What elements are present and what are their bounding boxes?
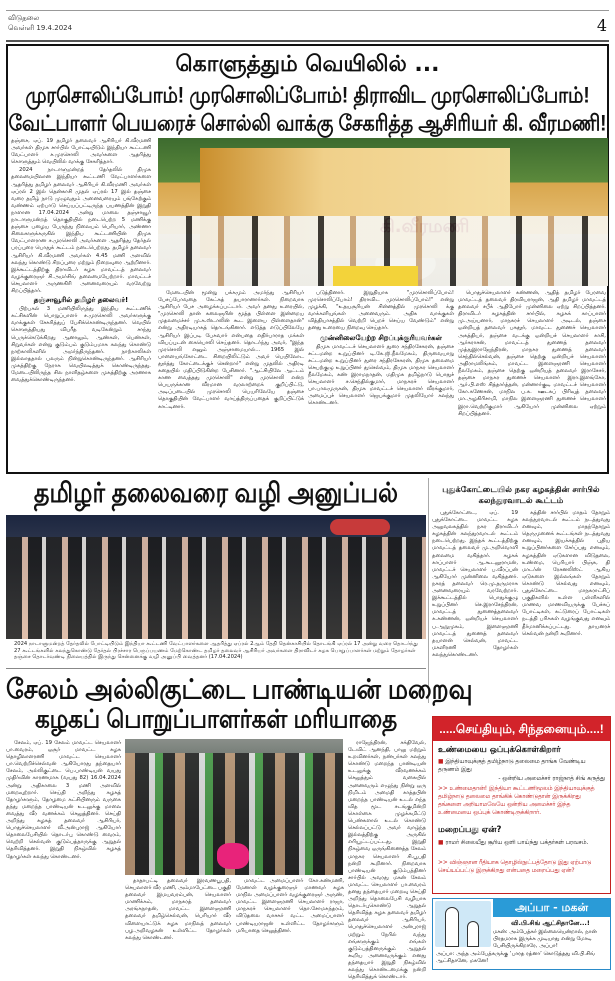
headline-line-2: முரசொலிப்போம்! முரசொலிப்போம்! திராவிட முரசொலிப்போம்!	[25, 84, 590, 109]
railway-station-group-photo	[6, 515, 426, 639]
issue-date: வெள்ளி 19.4.2024	[8, 24, 73, 32]
salem-column-1	[6, 740, 121, 970]
comment-text: >> விஞ்ஞான ரீதியாக தொழில்நுட்பத்தோடு இது ஏற்பாடு செய்யப்பட்டு இருக்கிறது என்பதை மறைப்பது ஏன்?	[438, 860, 592, 874]
funeral-tribute-photo	[125, 739, 343, 875]
headline-line-3: வேட்பாளர் பெயரைச் சொல்லி வாக்கு சேகரித்த ஆசிரியர் கி. வீரமணி!	[8, 112, 607, 137]
subheading: முன்னிலையேற்ற சிறப்புக்குரியவர்கள்	[320, 333, 442, 342]
box-title: .....செய்தியும், சிந்தனையும்....!	[433, 717, 610, 741]
news-item-text: இந்தியாவுக்குத் தமிழ்நாடு தலைமை தாங்க வேண்டிய தருணம் இது	[438, 759, 586, 773]
paragraph: புதுக்கோட்டை, ஏப். 19 புதுக்கோட்டை மாவட்ட கழக அலுவலகத்தில் நகர திராவிடர் கழகத்தின் கலந்துரவாடல் கூட்டம் நடைபெற்றது. இந்தக் கூட்டத்திற்கு மாவட்டத் தலைவர் மு.அறிவொளி தலைமை வகித்தார். கழகக் காப்பாளர் ஆ.கூடலூராமன், மாவட்டச் செயலாளர் ப.வீரப்பன் ஆகியோர் முன்னிலை வகித்தனர். நகரத் தலைவர் ரெ.மு.தருமராசு அனைவரையும் வரவேற்றார். இக்கூட்டத்தில் பொதுக்குழு உறுப்பினர் செ.இராசேந்திரன், மாவட்டத் துணைத்தலைவர் க.கண்ணன், ஒன்றியச் செயலாளர் ப.ஆறுமுகம், இளைஞரணி மாவட்டத் துணைத் தலைவர் தயாளன் செல்வன், மாவட்ட மகளிரணி தோழர்கள் கலந்துகொண்டனர்.	[432, 510, 518, 658]
paragraph: பொதுச்செயலாளர் கண்ணன், ஆதித் தமிழர் பேரவை மாவட்டத் தலைவர் திரவியராஜன், ஆதி தமிழர் மாவட்டத் தலைவர் சபீக் ஆதிபோர் முன்னிலை ஏற்று சிறப்பித்தனர். திராவிடர் கழகத்தின் சார்பில், கழகக் காப்பாளர் மு.அய்யனார், மாநகரச் செயலாளர் அடிடல், தஞ்சை ஒன்றியத் தலைவர் பகதூர், மாவட்ட துணைச் செயலாளர் அகத்தியர், தஞ்சை வடக்கு ஒன்றியச் செயலாளர் காசி, ஆர்கராசன், மாவட்டத் துணைத் தலைவர் முத்துஇராஜேந்திரன், மாநகர துணைத் தலைவர் செந்தில்செல்வன், தஞ்சை தெற்கு ஒன்றியச் செயலாளர் அதிராமலிங்கம், மாவட்ட இளைஞரணி செயலாளர் நீலமேகம், தஞ்சை தெற்கு ஒன்றியத் தலைவர் இராசேசர், தஞ்சை மாநகர துணைச் செயலாளர் இரா.இளங்கோ, ஆர்.பி.எஸ் சித்தார்த்தன், மன்னார்குடி மாவட்டச் செயலாளர் கோ.கணேசன், மாநில ப.க. ஊடகப் பிரிவுத் தலைவர் மா.அழகிரிசாமி, மாநில இளைஞரணி துணைச் செயலாளர் இரா.வெற்றிகுமார் ஆகியோர் முன்னிலை ஏற்றும் சிறப்பித்தனர்.	[458, 290, 606, 417]
story1-column-4	[458, 290, 606, 470]
masthead-rule	[6, 40, 609, 42]
top-rule	[6, 10, 609, 11]
news-item	[438, 758, 605, 774]
paragraph: படுத்தினார். இறுதியாக "முரசொலிப்போம்! முரசொலிப்போம்! திராவிட முரசொலிப்போம்!" என்று முழக்கி, "உதயசூரியன் சின்னத்தில் முரசொலி க்கு வாக்களியுங்கள் அனைவரும். அதிக வாக்குகள் வித்தியாசத்தில் வெற்றி பெறச் செய்ய வேண்டும்" என்று தனது உரையை நிறைவு செய்தார்.	[308, 290, 454, 332]
paragraph: 2024 நாடாளுமன்றத் தேர்தலில் திமுக தலைமையிலான இந்தியா கூட்டணி வேட்பாளர்களை ஆதரித்து தமிழர் தலைவர் ஆசிரியர் கி.வீரமணி அவர்கள் ஏப்ரல் 2 இல் தென்காசி முதல் ஏப்ரல் 17 இல் தஞ்சை வரை தமிழ் நாடு முழுவதும் அனைவரையும் பங்கேற்கும் வண்ணம் ஏற்பாடு செய்யப்பட்டிருந்த பயணத்தின் இறுதி நாளான 17.04.2024 அன்று மாலை தஞ்சாவூர் நாடாளுமன்றத் தொகுதியில் நடைபெற்ற 5 மணிக்கு தஞ்சை பழைய பேருந்து நிலையம் பெரியார், அண்ணா சிலைகளுக்கருகில் இந்திய கூட்டணியின் திமுக வேட்பாளரான ச.முரசொலி அவர்களை ஆதரித்து தேர்தல் பரப்புரை பொதுக் கூட்டம் நடைபெற்றது. தமிழர் தலைவர் ஆசிரியர் கி.வீரமணி அவர்கள் 4.45 மணி அளவில் கலந்து கொண்டு சிறப்புரை மற்றும் நிறைவுரை ஆற்றினார். இக்கூட்டத்திற்கு திராவிடர் கழக மாவட்டத் தலைவர் வழக்குரைஞர் சி.அமர்சிங் தலைமையேற்றார். மாவட்டச் செயலாளர் அருணகிரி அனைவரையும் வரவேற்று சிறப்பித்தார்.	[11, 167, 151, 294]
salem-column-2	[125, 878, 231, 970]
send-off-caption: 2024 நாடாளுமன்றத் தேர்தலில் போட்டியிடும் இந்தியா கூட்டணி வேட்பாளர்களை ஆதரித்து ஏப்ரல் 2ஆம் தேதி தென்காசியில் தொடங்கி ஏப்ரல் 17 அன்று வரை தொடர்ந்து 27 கூட்டங்களில் கலந்துகொண்டு தேர்தல் பிரச்சார பெருப்பயணம் மேற்கொண்ட தமிழர் தலைவர் ஆசிரியர் அவர்களை திராவிடர் கழக பொறுப்பாளர்கள் மற்றும் தோழர்கள் தஞ்சை தொடர்வண்டி நிலையத்தில் இருந்து சென்னைக்கு வழி அனுப்பி வைத்தனர் (17.04.2024)	[14, 641, 418, 661]
subheading: தஞ்சாவூரில் தமிழர் தலைவர்!	[33, 296, 129, 305]
salem-headline-line-2: கழகப் பொறுப்பாளர்கள் மரியாதை	[34, 704, 398, 734]
salem-column-4	[348, 740, 426, 981]
paragraph: மேடையின் மூன்று பக்கமும் அமர்ந்து ஆசிரியர் பேசப்போவதை கேட்கத் தயாரானார்கள். நிறைவாக ஆசிரியர் பேச அழைக்கப்பட்டார். அவர் தனது உரையில், "முரசொலி தான் கலைஞரின் மூத்த பிள்ளை இன்றைய முதலமைச்சர் மு.க.ஸ்டாலின் கூட இளைய பிள்ளைதான்" என்று அதிரடியாகத் தொடங்கினார். எடுத்த எடுப்பிலேயே ஆசிரியர் இப்படி பேசுவார் என்பதை எதிர்பாராத மக்கள் வியப்புடன் கையொலி செய்தனர். தொடர்ந்து அவர், "இந்த முரசொலி எனும் அஞ்சாமையால்... 1965 இல் பாளையங்கோட்டை சிறையிலிட்டும் அவர் பெயிலோட தூர்த்து கோட்டைக்குச் சென்றார்" என்று முதலில் அதிரடி கதையில் மதிப்பிடுகின்ற பேசினார். "ஆட்சியிலே ஆட்டம் காண வைத்தது முரசொலி" என்று முரசொலி என்ற பெயருக்கான வீரமான வரலாற்றைக் குறிப்பிட்டு, அடிப்படையில் முரசொலி பெயரிலேயே தஞ்சை தொகுதியின் வேட்பாளர் வாய்த்திருப்பதைக் குறிப்பிட்டுக் காட்டினார்.	[158, 290, 304, 410]
story1-column-1	[11, 138, 151, 470]
lead-paragraph: தஞ்சை, ஏப். 19 தமிழர் தலைவர் ஆசிரியர் கி.வீரமணி அவர்கள் திமுக சார்பில் போட்டியிடும் இந்தியா கூட்டணி வேட்பாளர் ச.முரசொலி அவர்களை ஆதரித்து கொளுத்தும் வெயிலில் வாக்கு சேகரித்தார்.	[11, 138, 151, 166]
send-off-headline: தமிழர் தலைவரை வழி அனுப்பல்	[33, 477, 399, 509]
paragraph: சேலம், ஏப். 19 சேலம் மாவட்ட செயலாளர் பா.வைரம், ஒசூர் மாவட்ட கழக தொழிலாளரணி மாவட்ட செயலாளர் பா.வெற்றிச்செல்வன் ஆகியோரது தந்தையார் சேலம், அல்லிகுட்டை பெ.பாண்டியன் வயது முதிர்வின் காரணமாக (வயது 82) 16.04.2024 அன்று அதிகாலை 3 மணி அளவில் மறைவுற்றார். செய்தி அறிந்து கழகத் தோழர்களும், தோழமை கட்சியினரும் வருகை தந்து மறைந்த பாண்டியன் உடலுக்கு மாலை வைத்து வீர வணக்கம் செலுத்தினர். செய்தி அறிந்து கழகத் தலைவர் ஆசிரியர், பொதுச்செயலாளர் வீ.அன்புராஜ் ஆகியோர் தொலைபேசியில் தொடர்பு கொண்டு வைரம், வெற்றி செல்வன் குடும்பத்தாருக்கு ஆறுதல் தெரிவித்தனர். இறுதி நிகழ்வில் கழகத் தோழர்கள் கலந்து கொண்டனர்.	[6, 740, 121, 860]
stage-table	[333, 266, 418, 286]
paragraph: ராஜேந்திரன், சக்திவேல், டேவிட் ஆனந்தி, பாலு மற்றும் உறவினர்கள், நண்பர்கள் கலந்து கொண்டு மறைந்த பாண்டியன் உடலுக்கு வீரவணக்கம் செலுத்தும் வகையில் அனைவரும் எழுந்து நின்று ஒரு நிமிடம் அமைதி காத்தபின் மறைந்த பாண்டியன் உடல் எந்த வித மூட சடங்குமின்றி கொள்கை முழக்கமிட்டு பெண்களால் உடல் கொண்டு செல்லப்பட்டு அவர் வாழ்ந்த இல்லத்திற்கு அருகில் எரியூட்டப்பட்டது. இறுதி நிகழ்வை ஒருங்கிணைத்த சேலம் மாநகர செயலாளர் சி.பூபதி நன்றி கூறினார். நிறைவாக பாண்டியன் குடும்பத்தினர் சார்பில் அவரது மகன் சேலம் மாவட்ட செயலாளர் பா.வைரம் தனது தந்தையார் மறைவு செய்தி அறிந்து தொலைபேசி வழியாக தொடர்புகொண்டு ஆறுதல் தெரிவித்த கழக தலைவர் தமிழர் தலைவர் ஆசிரியர், பொதுச்செயலாளர் அன்புராஜ் மற்றும் நேரில் வந்து எங்களுக்கும் எங்கள் குடும்பத்தினருக்கும் ஆறுதல் கூறிய அனைவருக்கும் எனது தந்தையார் இறுதி நிகழ்வில் கலந்து கொண்டமைக்கு நன்றி தெரிவித்துக் கொண்டார்.	[348, 740, 426, 981]
father-son-cartoon-box	[432, 898, 611, 970]
father-dialogue: அப்பா: அந்த அம்பேத்கருக்கு ‘பாரத ரத்னா’ கொடுத்தது வி.பி.சிங் ஆட்சிதானே, மகனே!	[436, 951, 595, 964]
son-figure	[467, 921, 479, 947]
father-figure	[445, 907, 459, 947]
story1-column-3	[308, 290, 454, 470]
paragraph: கத்தின் சார்பில் மாதம் தோறும் கலந்துரவாடல் கூட்டம் நடத்துவது எனவும், மாதந்தோறும் தெருமுனைக் கூட்டங்கள் நடத்துவது எனவும், இயக்கத்தில் புதிய உறுப்பினர்களை சேர்ப்பது எனவும், கழகத்தின் ஏடுகளான விடுதலை, உண்மை, பெரியார் பிஞ்சு, தி மாடர்ன் ரேசனலிஸ்ட் ஆகிய ஏடுகளை இல்லங்கள் தோறும் கொண்டு செல்வது எனவும், புதுக்கோட்டை மாநகராட்சிப் பகுதிகளில் உள்ள பள்ளிகளில் மாணவ மாணவியருக்கு பேச்சுப் போட்டிகள், கட்டுரைப் போட்டிகள் நடத்தி பரிசுகள் வழங்குவது எனவும் தீர்மானிக்கப்பட்டது. தாயனரச் செல்வன் நன்றி கூறினார்.	[522, 510, 610, 637]
cartoon-title: அப்பா - மகன்	[493, 899, 610, 917]
bullet-icon: ■	[438, 759, 446, 765]
headline-line-1: கொளுத்தும் வெயிலில் ...	[175, 52, 440, 77]
father-son-illustration	[435, 901, 491, 947]
station-sign	[330, 519, 390, 535]
salem-headline-line-1: சேலம் அல்லிகுட்டை பாண்டியன் மறைவு	[6, 674, 473, 706]
pudukkottai-column-2	[522, 510, 610, 703]
news-source: - ஒன்றிய அமைச்சர் ராஜ்நாத் சிங் கருத்து	[498, 776, 605, 782]
story1-column-2	[158, 290, 304, 470]
news-item-text: ராமர் சிலையீது சூரிய ஒளி பாய்ந்து பக்தர்கள் பரவசம்.	[445, 840, 589, 846]
salem-column-3	[236, 878, 344, 970]
paragraph: பிற்பகல் 3 மணியிலிருந்து இந்திய கூட்டணிக் கட்சிகளின் பொறுப்பாளர் ச.முரசொலி அவர்களுக்கு வாக்குகள் சேகரித்துப் பேசிக்கொண்டிருந்தனர். வெயில் கொளுத்தியது விபரீத வடிகேன்றும் சாந்து பெருக்கெடுக்கிறது ஆனாலும், ஆண்கள், பெண்கள், சிறுவர்கள் என்று குடும்பம் குடும்பமாக கலந்து கொண்டு நாற்காலிகளில் அமர்ந்திருந்தனர். நாற்காலிகள் இல்லாததால் பலரும் நின்றுகொண்டிருந்தனர். ஆசிரியர் முகத்திற்கு நேராக வெயிலடித்துக் கொண்டிருந்தது. மேடையிலிருந்த சில நாளிதழ்களை முகத்திற்கு அரணாக வைத்துக்கொண்டிருந்தனர்.	[11, 306, 151, 384]
comment-text: >> உண்மைதான்! இந்தியா கூட்டணிமூலம் இந்தியாவுக்குத் தமிழ்நாடு தலைமை தாங்கிக் கொண்டுதான் இருக்கிறது தங்களை அறியாமலேயே ஒன்றிய அமைச்சர் இந்த உண்மையை ஒப்புக் கொண்டிருக்கிறார்.	[438, 786, 595, 816]
group-of-people	[6, 537, 426, 639]
paragraph: மாவட்ட அமைப்பாளர் கோ.கண்மணி, மேனாள் வழக்குரைஞர் மாணவர் கழக மாநில அமைப்பாளர் வழக்குரைஞர் அருண், மாவட்ட இளைஞரணி செயலாளர் ராஜா, மாநகரச் செயலாளர் தொ.சோமசுந்தரம், விடுதலை வாசகர் வட்ட அமைப்பாளர் பாண்டியராஜன் உள்ளிட்ட தோழர்களும் மரியாதை செலுத்தினர்.	[236, 878, 344, 934]
pudukkottai-headline: புதுக்கோட்டையில் நகர கழகத்தின் சார்பில் கலந்துரவாடல் கூட்டம்	[442, 484, 600, 505]
bullet-icon: ■	[438, 840, 446, 846]
section-rule	[6, 668, 426, 669]
paragraph: தாதாபட்டி தலைவர் இரவணபூபதி, செயலாளர் வீர மணி, அம்மாபேட்டை பகுதி தலைவர் இமயவரம்பன், செயலாளர் மாணிக்கம், மாநகரத் தலைவர் அரங்கநாதன், மாவட்ட இளைஞரணி தலைவர் தமிழ்செல்வன், பெரியார் வீர விளையாட்டுக் கழக மாநிலத் தலைவர் பழ.அறிவழகன் உள்ளிட்ட தோழர்கள் கலந்து கொண்டனர்.	[125, 878, 231, 941]
story-veeramani-campaign	[6, 44, 609, 474]
son-dialogue: மகன்: அம்பேத்கர் இல்லையென்றால், நான் பிரதமராக இருக்க முடியாது என்று மோடி பேசியிருக்கிறாரே, அப்பா!	[493, 929, 597, 949]
news-and-thoughts-box	[432, 716, 611, 894]
flower-garland	[217, 843, 249, 869]
news-item	[438, 839, 605, 847]
question-heading: உண்மையை ஒப்புக்கொள்கிறார்	[438, 745, 561, 755]
question-heading: மறைப்பது ஏன்?	[438, 825, 502, 835]
cartoon-subtitle: வி.பி.சிங் ஆட்சிதானே...!	[511, 919, 590, 927]
paragraph: திமுக மாவட்டச் செயலாளர் துரை சந்திரசேகரன், தஞ்சை சட்டமன்ற உறுப்பினர் டி.கே.ஜி.நீலமேகம், திருவையாறு சட்டமன்ற உறுப்பினர் துரை சந்திரசேகரன், திமுக தலைமை செயற்குழு உறுப்பினர் துசெல்வம், திமுக மாநகர செயலாளர் நீலமேகம், கண் இராமநாதன், மதிமுக தமிழ்நாடு பொதுச் செயலாளர் ச.செந்தில்குமார், மாநகரச் செயலாளர் பா.பாலமுருகன், திமுக மாவட்டச் செயலாளர் வீரக்குமார், அமைப்புச் செயலாளர் ஜெயக்குமார் முதலியோர் கலந்து கொண்டனர்.	[308, 343, 454, 407]
rally-stage-photo	[158, 138, 608, 286]
page-number: 4	[596, 16, 607, 35]
paper-name: விடுதலை	[8, 14, 40, 22]
column-rule	[428, 478, 429, 703]
